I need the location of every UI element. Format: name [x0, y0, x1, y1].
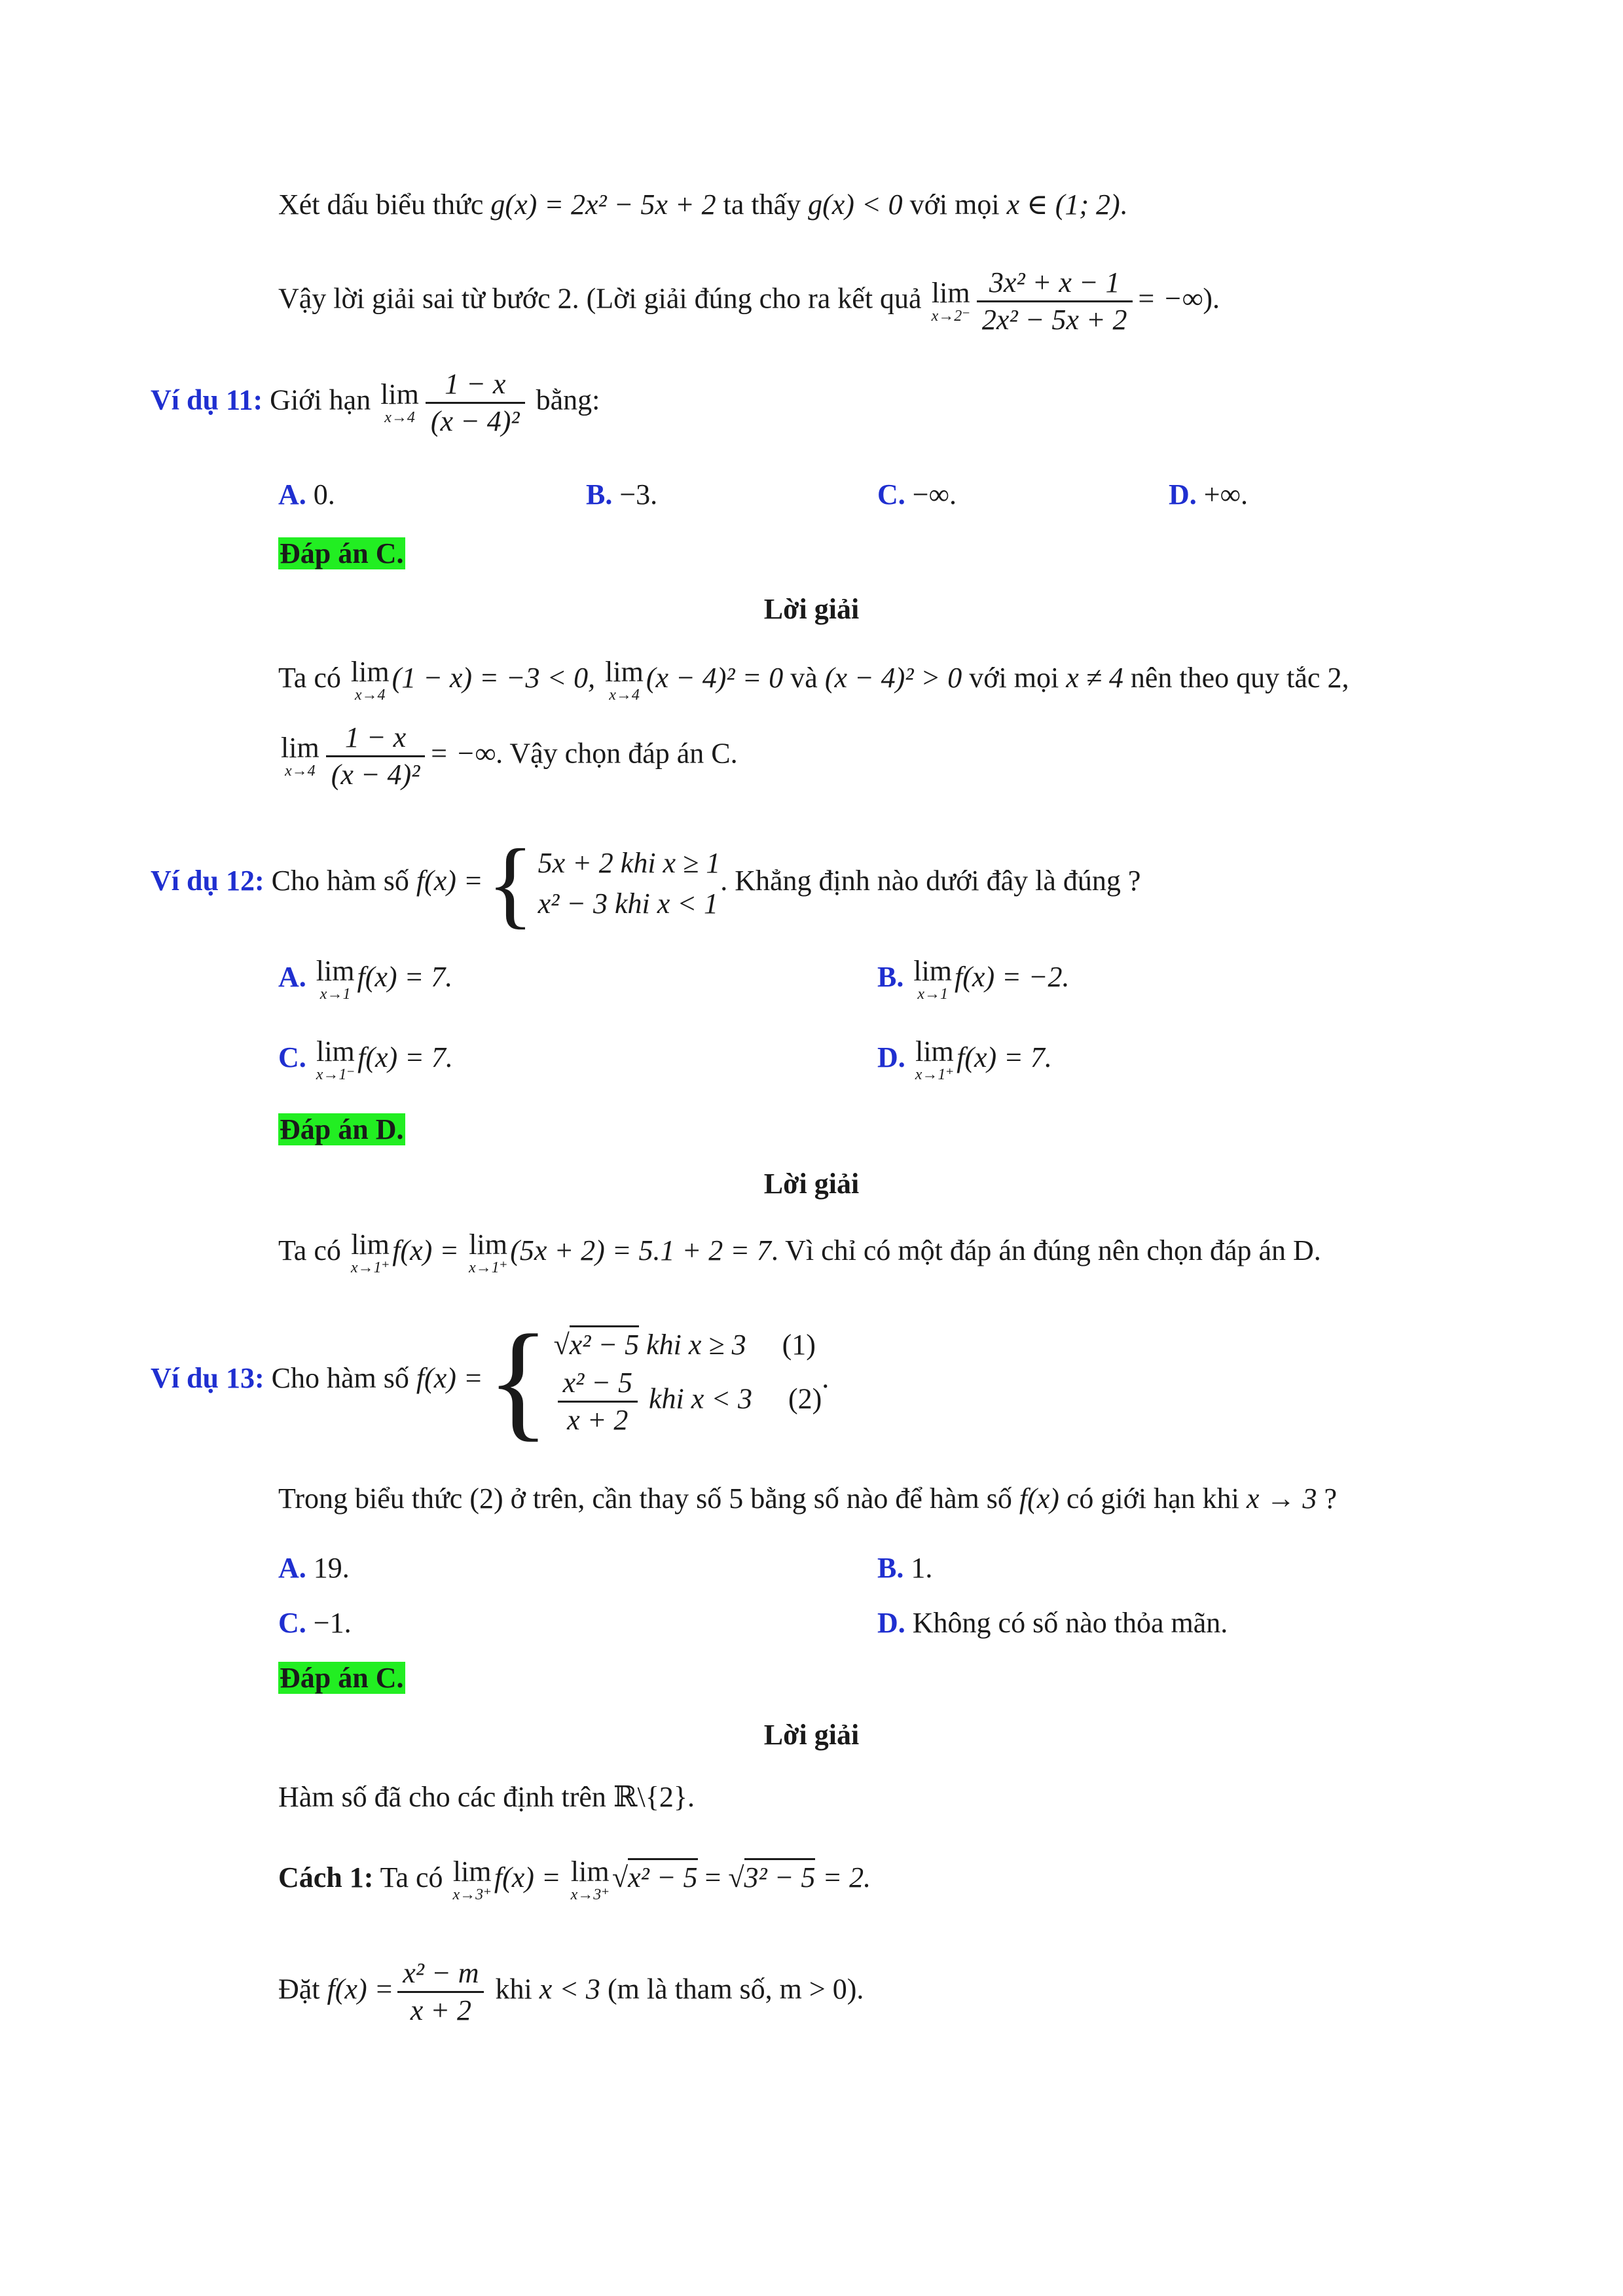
option-a[interactable]: A. 0. [278, 478, 335, 511]
solution-heading: Lời giải [763, 1719, 860, 1751]
question-text: Trong biểu thức (2) ở trên, cần thay số 5 bằng số nào để hàm số f(x) có giới hạn khi x → 3 ? [278, 1482, 1337, 1515]
solution-line: Ta có lim x→1⁺ f(x) = lim x→1⁺ (5x + 2) = 5.1 + 2 = 7. Vì chỉ có một đáp án đúng nên chọn đáp án D. [278, 1229, 1321, 1276]
option-c[interactable]: C. lim x→1⁻ f(x) = 7. [278, 1035, 453, 1083]
example-label: Ví dụ 11: [151, 384, 263, 416]
reasoning-line-sign [278, 187, 1127, 223]
solution-heading: Lời giải [763, 593, 860, 625]
text: Giới hạn [270, 384, 371, 416]
fraction: $\frac{\text{3x² + x − 1}}{\text{2x² − 5x + 2}}$ [977, 265, 1133, 338]
example-13-question: Ví dụ 13: Cho hàm số f(x) ={ √x² − 5 khi x ≥ 3 (1) $\frac{\text{x² − 5}}{x + 2}$ khi x < 3 (2) . [151, 1308, 830, 1453]
text: . [1120, 188, 1127, 221]
math-expression: x ∈ (1; 2) [1006, 188, 1120, 221]
example-11-question [151, 367, 600, 439]
solution-line: Ta có lim x→4 (1 − x) = −3 < 0, lim x→4 (x − 4)² = 0 và (x − 4)² > 0 với mọi x ≠ 4 nên theo quy tắc 2, [278, 656, 1349, 704]
brace: { [486, 829, 534, 938]
limit-operator: lim x→2⁻ [931, 276, 970, 325]
option-b[interactable]: B. −3. [586, 478, 658, 511]
example-label: Ví dụ 12: [151, 865, 264, 897]
reasoning-line-conclusion [278, 265, 1220, 338]
example-12-question: Ví dụ 12: Cho hàm số f(x) ={ 5x + 2 khi x ≥ 1 x² − 3 khi x < 1 . Khẳng định nào dưới đây là đúng ? [151, 829, 1141, 938]
example-label: Ví dụ 13: [151, 1362, 264, 1395]
option-d[interactable]: D. +∞. [1169, 478, 1248, 511]
option-a[interactable]: A. lim x→1 f(x) = 7. [278, 955, 453, 1003]
answer-badge: Đáp án C. [280, 537, 404, 569]
option-d[interactable]: D. lim x→1⁺ f(x) = 7. [877, 1035, 1052, 1083]
option-b[interactable]: B. 1. [877, 1552, 933, 1584]
text: Vậy lời giải sai từ bước 2. (Lời giải đúng cho ra kết quả [278, 282, 922, 315]
text: bằng: [536, 384, 600, 416]
text: ). [1203, 282, 1220, 315]
text: với mọi [909, 188, 1000, 221]
piecewise: 5x + 2 khi x ≥ 1 x² − 3 khi x < 1 [538, 847, 721, 920]
math-expression: g(x) = 2x² − 5x + 2 [490, 188, 716, 221]
option-a[interactable]: A. 19. [278, 1552, 350, 1584]
math-expression: g(x) < 0 [808, 188, 903, 221]
text: ta thấy [723, 188, 801, 221]
option-c[interactable]: C. −∞. [877, 478, 957, 511]
solution-heading: Lời giải [763, 1168, 860, 1200]
piecewise: √x² − 5 khi x ≥ 3 (1) $\frac{\text{x² − 5}}{x + 2}$ khi x < 3 (2) [554, 1325, 822, 1438]
solution-line: Đặt f(x) = $\frac{\text{x² − m}}{x + 2}$ khi x < 3 (m là tham số, m > 0). [278, 1957, 864, 2026]
brace: { [486, 1308, 550, 1453]
option-b[interactable]: B. lim x→1 f(x) = −2. [877, 955, 1070, 1003]
solution-line: lim x→4 $\frac{1 - x}{\text{(x − 4)²}}$ = −∞. Vậy chọn đáp án C. [281, 721, 738, 791]
limit-operator: lim x→4 [380, 378, 419, 426]
answer-badge: Đáp án D. [280, 1113, 404, 1145]
option-d[interactable]: D. Không có số nào thỏa mãn. [877, 1607, 1228, 1639]
fraction: $\frac{1 - x}{\text{(x − 4)²}}$ [426, 367, 525, 439]
math-expression: = −∞ [1136, 282, 1203, 315]
answer-badge: Đáp án C. [280, 1662, 404, 1694]
option-c[interactable]: C. −1. [278, 1607, 352, 1639]
text: Xét dấu biểu thức [278, 188, 484, 221]
solution-line: Hàm số đã cho các định trên ℝ\{2}. [278, 1781, 695, 1813]
solution-line: Cách 1: Ta có lim x→3⁺ f(x) = lim x→3⁺ √x² − 5 = √3² − 5 = 2. [278, 1856, 871, 1903]
